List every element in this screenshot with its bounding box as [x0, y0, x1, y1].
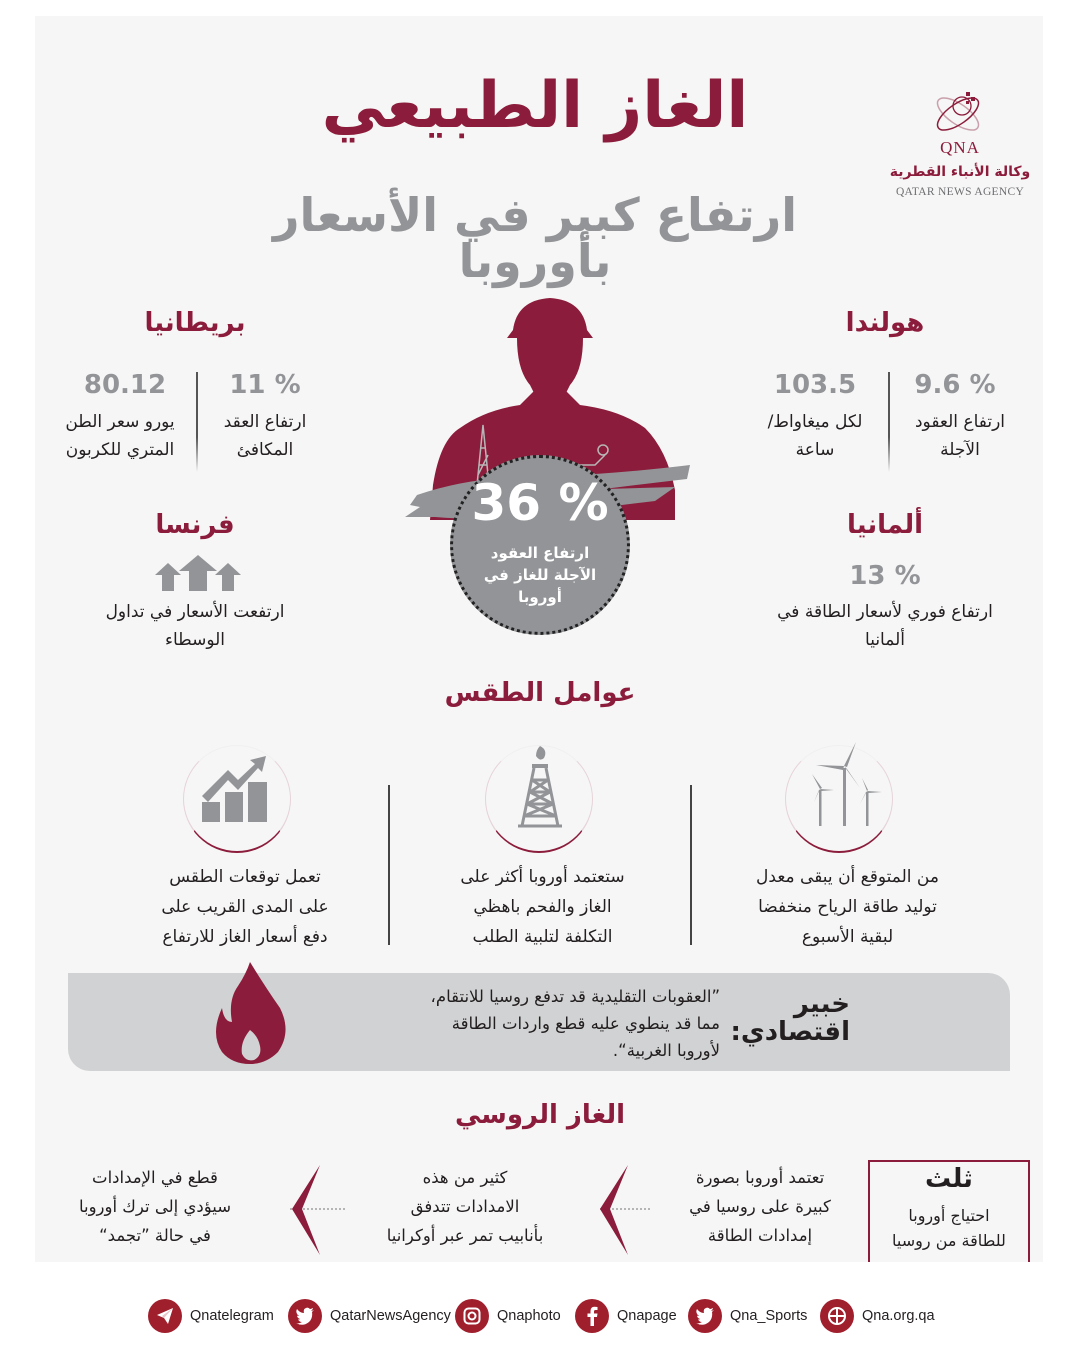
three-up-arrows-icon [155, 555, 241, 591]
country-title-uk: بريطانيا [144, 308, 246, 338]
weather-item-wind: من المتوقع أن يبقى معدل توليد طاقة الرياح منخفضا لبقية الأسبوع [756, 867, 939, 947]
hero-stat-label: ارتفاع العقود الآجلة للغاز في أوروبا [483, 544, 597, 606]
weather-item-gas-coal: ستعتمد أوروبا أكثر على الغاز والفحم باهظي التكلفة لتلبية الطلب [460, 867, 625, 947]
weather-divider-left [388, 785, 390, 945]
hero-stat-value: 36 % [471, 474, 609, 532]
russian-gas-section-title: الغاز الروسي [454, 1100, 625, 1130]
social-footer [0, 1298, 1080, 1338]
social-twitter-sports[interactable]: Qna_Sports [688, 1298, 807, 1334]
russian-gas-step-1: تعتمد أوروبا بصورة كبيرة على روسيا في إمدادات الطاقة [689, 1168, 831, 1245]
weather-item-forecast: تعمل توقعات الطقس على المدى القريب على دفع أسعار الغاز للارتفاع [161, 867, 329, 947]
facebook-icon [575, 1299, 609, 1333]
wind-turbines-icon [800, 740, 890, 830]
france-label: ارتفعت الأسعار في تداول الوسطاء [105, 602, 285, 650]
social-website[interactable]: Qna.org.qa [820, 1298, 935, 1334]
qna-orbit-icon [880, 88, 1040, 142]
russian-gas-step-2: كثير من هذه الامدادات تتدفق بأنابيب تمر عبر أوكرانيا [386, 1168, 544, 1245]
expert-quote-label: خبير اقتصادي: [730, 989, 850, 1047]
growth-chart-icon [200, 752, 272, 824]
russia-share-label: احتياج أوروبا للطاقة من روسيا [892, 1206, 1006, 1250]
uk-stat-contract-label: ارتفاع العقد المكافئ [223, 412, 307, 460]
nl-divider [888, 372, 890, 472]
uk-divider [196, 372, 198, 472]
nl-stat-futures-value: 9.6 % [914, 370, 996, 400]
social-facebook[interactable]: Qnapage [575, 1298, 677, 1334]
weather-divider-right [690, 785, 692, 945]
logo-name-ar: وكالة الأنباء القطرية [889, 164, 1031, 180]
uk-stat-carbon-label: يورو سعر الطن المتري للكربون [65, 412, 175, 460]
twitter-icon [288, 1299, 322, 1333]
expert-quote-text: ”العقوبات التقليدية قد تدفع روسيا للانتقام، مما قد ينطوي عليه قطع واردات الطاقة لأوروبا الغربية“. [430, 987, 720, 1060]
nl-stat-mwh-value: 103.5 [773, 370, 857, 400]
social-telegram[interactable]: Qnatelegram [148, 1298, 274, 1334]
social-twitter-qna[interactable]: QatarNewsAgency [288, 1298, 451, 1334]
page-title: الغاز الطبيعي [321, 69, 749, 143]
country-title-netherlands: هولندا [845, 308, 925, 338]
russian-gas-step-3: قطع في الإمدادات سيؤدي إلى ترك أوروبا في حالة ”تجمد“ [78, 1168, 232, 1245]
germany-stat-value: 13 % [849, 561, 921, 591]
chevron-left-icon [590, 1165, 630, 1255]
social-instagram[interactable]: Qnaphoto [455, 1298, 561, 1334]
qna-logo [880, 88, 1040, 208]
nl-stat-futures-label: ارتفاع العقود الآجلة [914, 412, 1006, 460]
instagram-icon [455, 1299, 489, 1333]
globe-icon [820, 1299, 854, 1333]
russia-share-value: ثلث [925, 1164, 973, 1194]
uk-stat-carbon-value: 80.12 [83, 370, 167, 400]
chevron-left-icon [282, 1165, 322, 1255]
germany-stat-label: ارتفاع فوري لأسعار الطاقة في ألمانيا [777, 602, 993, 650]
country-title-germany: ألمانيا [846, 510, 923, 540]
page-subtitle: ارتفاع كبير في الأسعار بأوروبا [273, 188, 797, 288]
flame-icon [210, 960, 290, 1064]
logo-mark: QNA [940, 138, 980, 157]
country-title-france: فرنسا [155, 510, 235, 540]
gas-rig-icon [510, 742, 570, 832]
telegram-icon [148, 1299, 182, 1333]
logo-name-en: QATAR NEWS AGENCY [895, 186, 1025, 198]
uk-stat-contract-value: 11 % [229, 370, 301, 400]
nl-stat-mwh-label: لكل ميغاواط/ ساعة [767, 412, 863, 460]
twitter-icon [688, 1299, 722, 1333]
weather-section-title: عوامل الطقس [444, 678, 636, 708]
